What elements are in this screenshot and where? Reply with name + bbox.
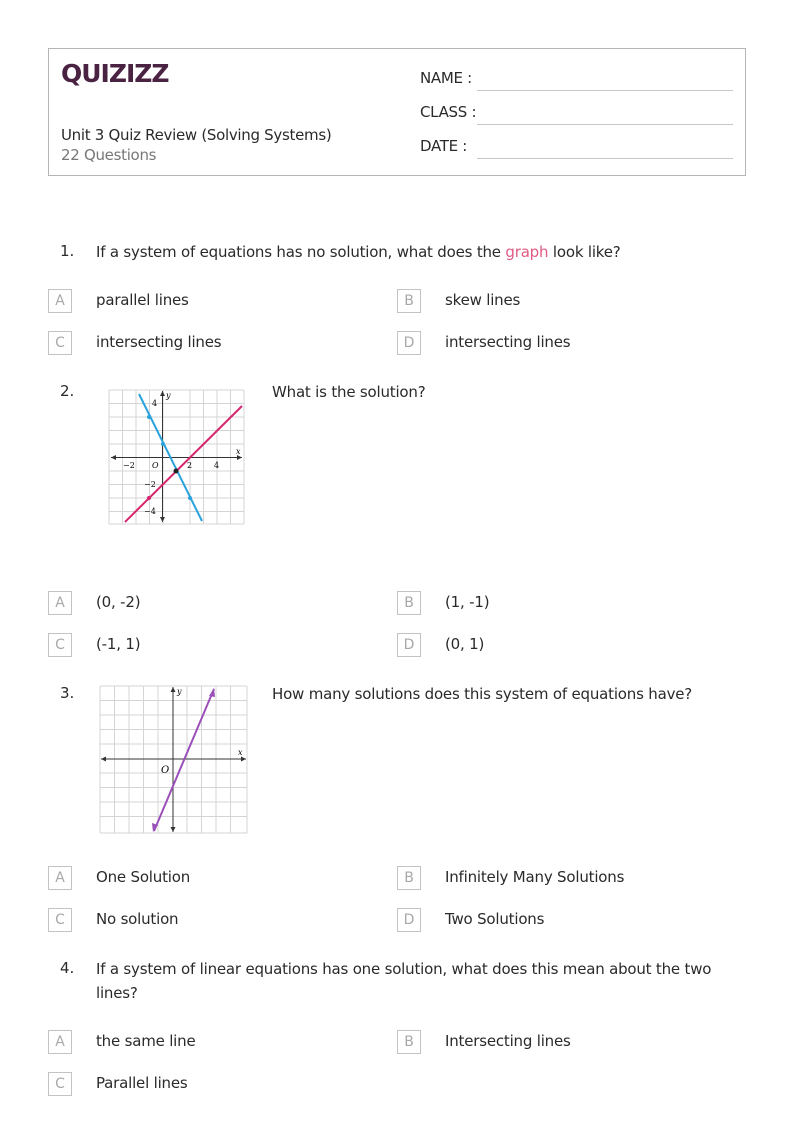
x-axis-arrow-icon [111,455,116,460]
option-text: (1, -1) [445,593,490,611]
option-text: Intersecting lines [445,1032,571,1050]
option-text: One Solution [96,868,191,886]
y-axis-arrow-icon [160,517,165,522]
x-axis-arrow-icon [101,757,106,762]
question-text-part: If a system of equations has no solution, what does the [96,243,506,261]
option-letter-a[interactable]: A [48,866,72,890]
name-label: NAME : [420,69,472,87]
option-letter-b[interactable]: B [397,289,421,313]
tick-label: 2 [187,461,193,470]
blue-point [147,415,151,419]
option-letter-d[interactable]: D [397,633,421,657]
quiz-title: Unit 3 Quiz Review (Solving Systems) [61,126,332,144]
question-text [96,240,621,264]
intersection-point [174,469,179,474]
option-text: (0, 1) [445,635,485,653]
option-text: the same line [96,1032,196,1050]
x-axis-arrow-icon [241,757,246,762]
x-axis-label: x [238,748,243,757]
question-text-line: If a system of linear equations has one solution, what does this mean about the two [96,960,712,978]
option-letter-c[interactable]: C [48,1072,72,1096]
tick-label: 4 [152,399,158,408]
class-label: CLASS : [420,103,477,121]
purple-line [154,689,214,831]
option-text: (-1, 1) [96,635,141,653]
quizizz-logo: QUIZIZZ [61,59,169,88]
graph-q2 [108,388,246,526]
option-letter-b[interactable]: B [397,591,421,615]
name-field [420,69,740,91]
question-number: 1. [60,242,75,260]
name-line[interactable] [477,90,733,91]
origin-label: O [152,461,159,470]
highlighted-word: graph [505,243,549,261]
option-letter-c[interactable]: C [48,331,72,355]
option-letter-c[interactable]: C [48,633,72,657]
class-line[interactable] [477,124,733,125]
option-text: intersecting lines [445,333,571,351]
blue-point [161,442,165,446]
question-text: What is the solution? [272,383,426,401]
y-axis-label: y [177,687,182,696]
option-letter-a[interactable]: A [48,591,72,615]
option-text: skew lines [445,291,521,309]
question-text-part: look like? [548,243,621,261]
x-axis-label: x [236,447,241,456]
y-axis-arrow-icon [171,687,176,692]
line-arrow-icon [209,688,215,697]
option-letter-c[interactable]: C [48,908,72,932]
option-letter-b[interactable]: B [397,866,421,890]
question-text: How many solutions does this system of equations have? [272,685,693,703]
tick-label: 4 [214,461,220,470]
worksheet-header [48,48,746,176]
question-number: 2. [60,382,75,400]
option-letter-d[interactable]: D [397,331,421,355]
question-text-line: lines? [96,984,138,1002]
question-number: 4. [60,959,75,977]
date-field [420,137,740,159]
option-letter-a[interactable]: A [48,289,72,313]
option-letter-a[interactable]: A [48,1030,72,1054]
y-axis-arrow-icon [171,827,176,832]
option-text: intersecting lines [96,333,222,351]
option-letter-b[interactable]: B [397,1030,421,1054]
y-axis-arrow-icon [160,391,165,396]
y-axis-label: y [166,391,171,400]
question-count: 22 Questions [61,146,157,164]
option-text: No solution [96,910,179,928]
option-text: parallel lines [96,291,189,309]
question-number: 3. [60,684,75,702]
tick-label: −2 [144,480,156,489]
option-text: (0, -2) [96,593,141,611]
tick-label: −4 [144,507,156,516]
class-field [420,103,740,125]
option-text: Infinitely Many Solutions [445,868,625,886]
graph-q3 [98,684,249,835]
date-label: DATE : [420,137,468,155]
question-text [96,957,736,1005]
tick-label: −2 [123,461,135,470]
option-text: Parallel lines [96,1074,188,1092]
pink-line [125,406,242,522]
option-text: Two Solutions [445,910,545,928]
blue-point [188,496,192,500]
date-line[interactable] [477,158,733,159]
origin-label: O [161,765,170,776]
option-letter-d[interactable]: D [397,908,421,932]
pink-point [147,496,151,500]
